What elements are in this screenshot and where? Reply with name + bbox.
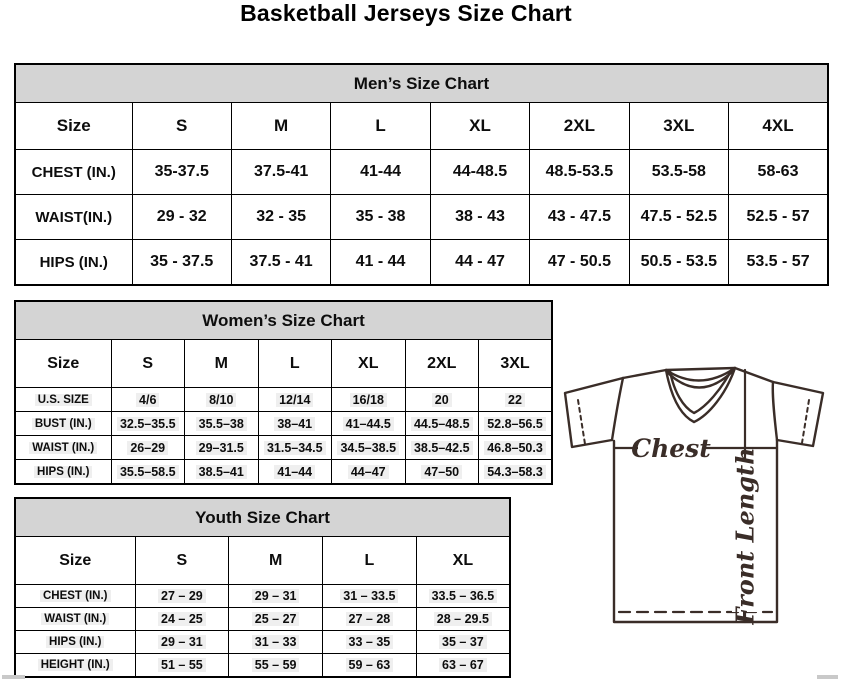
womens-table-row: [15, 388, 552, 412]
jersey-right-cuff-dashed-line: [802, 400, 809, 443]
womens-table-row: [15, 436, 552, 460]
youth-column-header-2: M: [229, 537, 323, 585]
jersey-right-armhole-seam: [773, 382, 777, 440]
womens-cell: 22: [479, 388, 553, 412]
womens-cell: 4/6: [111, 388, 185, 412]
jersey-left-cuff-dashed-line: [578, 400, 585, 444]
youth-cell: 25 – 27: [229, 608, 323, 631]
youth-cell: 33.5 – 36.5: [416, 585, 510, 608]
womens-cell: 54.3–58.3: [479, 460, 553, 485]
mens-column-header-7: 4XL: [729, 103, 828, 150]
mens-column-header-0: Size: [15, 103, 132, 150]
womens-table-title: Women’s Size Chart: [15, 301, 552, 340]
womens-cell: 34.5–38.5: [332, 436, 406, 460]
mens-row-label: HIPS (IN.): [15, 240, 132, 286]
womens-column-header-2: M: [185, 340, 259, 388]
youth-cell: 27 – 28: [323, 608, 417, 631]
womens-row-label: BUST (IN.): [15, 412, 111, 436]
womens-cell: 47–50: [405, 460, 479, 485]
youth-column-header-4: XL: [416, 537, 510, 585]
youth-cell: 55 – 59: [229, 654, 323, 678]
youth-row-label: HIPS (IN.): [15, 631, 135, 654]
mens-cell: 35-37.5: [132, 150, 231, 195]
mens-column-header-1: S: [132, 103, 231, 150]
mens-cell: 35 - 38: [331, 195, 430, 240]
womens-column-header-5: 2XL: [405, 340, 479, 388]
womens-row-label: HIPS (IN.): [15, 460, 111, 485]
womens-column-header-6: 3XL: [479, 340, 553, 388]
womens-cell: 26–29: [111, 436, 185, 460]
womens-cell: 16/18: [332, 388, 406, 412]
mens-cell: 58-63: [729, 150, 828, 195]
youth-table-row: [15, 654, 510, 678]
jersey-collar-top-line: [666, 368, 735, 370]
womens-cell: 44–47: [332, 460, 406, 485]
youth-cell: 59 – 63: [323, 654, 417, 678]
womens-cell: 46.8–50.3: [479, 436, 553, 460]
womens-cell: 38.5–41: [185, 460, 259, 485]
chest-label: Chest: [631, 434, 711, 463]
jersey-left-sleeve: [565, 378, 623, 447]
mens-column-header-5: 2XL: [530, 103, 629, 150]
mens-cell: 43 - 47.5: [530, 195, 629, 240]
womens-cell: 20: [405, 388, 479, 412]
horizontal-scrollbar-fragment-right[interactable]: [817, 675, 838, 679]
womens-cell: 38.5–42.5: [405, 436, 479, 460]
youth-cell: 63 – 67: [416, 654, 510, 678]
youth-cell: 35 – 37: [416, 631, 510, 654]
youth-table-title: Youth Size Chart: [15, 498, 510, 537]
jersey-collar-arc-2: [667, 370, 734, 388]
youth-size-table: [14, 497, 511, 678]
womens-cell: 32.5–35.5: [111, 412, 185, 436]
mens-cell: 29 - 32: [132, 195, 231, 240]
womens-cell: 41–44.5: [332, 412, 406, 436]
youth-cell: 29 – 31: [229, 585, 323, 608]
mens-cell: 37.5-41: [231, 150, 330, 195]
mens-table-title: Men’s Size Chart: [15, 64, 828, 103]
youth-cell: 31 – 33.5: [323, 585, 417, 608]
womens-cell: 12/14: [258, 388, 332, 412]
mens-column-header-4: XL: [430, 103, 529, 150]
mens-cell: 52.5 - 57: [729, 195, 828, 240]
mens-cell: 44-48.5: [430, 150, 529, 195]
mens-row-label: WAIST(IN.): [15, 195, 132, 240]
womens-cell: 35.5–38: [185, 412, 259, 436]
youth-row-label: WAIST (IN.): [15, 608, 135, 631]
mens-column-header-6: 3XL: [629, 103, 728, 150]
jersey-left-armhole-seam: [612, 378, 623, 440]
youth-table-row: [15, 631, 510, 654]
womens-table-row: [15, 460, 552, 485]
youth-column-header-1: S: [135, 537, 229, 585]
jersey-right-sleeve: [773, 382, 823, 446]
womens-cell: 29–31.5: [185, 436, 259, 460]
youth-table-row: [15, 585, 510, 608]
mens-cell: 41-44: [331, 150, 430, 195]
womens-cell: 41–44: [258, 460, 332, 485]
womens-cell: 35.5–58.5: [111, 460, 185, 485]
jersey-measurement-diagram: [556, 362, 838, 634]
womens-row-label: U.S. SIZE: [15, 388, 111, 412]
mens-table-row: [15, 195, 828, 240]
page-title: Basketball Jerseys Size Chart: [240, 0, 572, 26]
youth-column-header-3: L: [323, 537, 417, 585]
mens-cell: 53.5-58: [629, 150, 728, 195]
youth-cell: 33 – 35: [323, 631, 417, 654]
youth-cell: 51 – 55: [135, 654, 229, 678]
mens-column-header-2: M: [231, 103, 330, 150]
youth-table-row: [15, 608, 510, 631]
mens-cell: 53.5 - 57: [729, 240, 828, 286]
womens-size-table: [14, 300, 553, 485]
jersey-right-shoulder: [735, 368, 773, 382]
mens-cell: 47 - 50.5: [530, 240, 629, 286]
youth-cell: 29 – 31: [135, 631, 229, 654]
mens-cell: 35 - 37.5: [132, 240, 231, 286]
mens-cell: 38 - 43: [430, 195, 529, 240]
front-length-label: Front Length: [730, 447, 760, 625]
womens-table-row: [15, 412, 552, 436]
womens-cell: 8/10: [185, 388, 259, 412]
mens-cell: 50.5 - 53.5: [629, 240, 728, 286]
youth-row-label: HEIGHT (IN.): [15, 654, 135, 678]
youth-cell: 24 – 25: [135, 608, 229, 631]
womens-column-header-1: S: [111, 340, 185, 388]
womens-cell: 52.8–56.5: [479, 412, 553, 436]
womens-cell: 44.5–48.5: [405, 412, 479, 436]
womens-column-header-4: XL: [332, 340, 406, 388]
horizontal-scrollbar-fragment-left[interactable]: [2, 675, 25, 679]
mens-cell: 48.5-53.5: [530, 150, 629, 195]
womens-cell: 31.5–34.5: [258, 436, 332, 460]
womens-cell: 38–41: [258, 412, 332, 436]
mens-cell: 32 - 35: [231, 195, 330, 240]
youth-cell: 31 – 33: [229, 631, 323, 654]
mens-column-header-3: L: [331, 103, 430, 150]
youth-cell: 28 – 29.5: [416, 608, 510, 631]
mens-cell: 37.5 - 41: [231, 240, 330, 286]
mens-cell: 47.5 - 52.5: [629, 195, 728, 240]
mens-cell: 41 - 44: [331, 240, 430, 286]
mens-table-row: [15, 150, 828, 195]
youth-cell: 27 – 29: [135, 585, 229, 608]
mens-cell: 44 - 47: [430, 240, 529, 286]
womens-row-label: WAIST (IN.): [15, 436, 111, 460]
womens-column-header-3: L: [258, 340, 332, 388]
youth-column-header-0: Size: [15, 537, 135, 585]
womens-column-header-0: Size: [15, 340, 111, 388]
jersey-left-shoulder: [623, 370, 666, 378]
mens-row-label: CHEST (IN.): [15, 150, 132, 195]
youth-row-label: CHEST (IN.): [15, 585, 135, 608]
mens-table-row: [15, 240, 828, 286]
mens-size-table: [14, 63, 829, 286]
